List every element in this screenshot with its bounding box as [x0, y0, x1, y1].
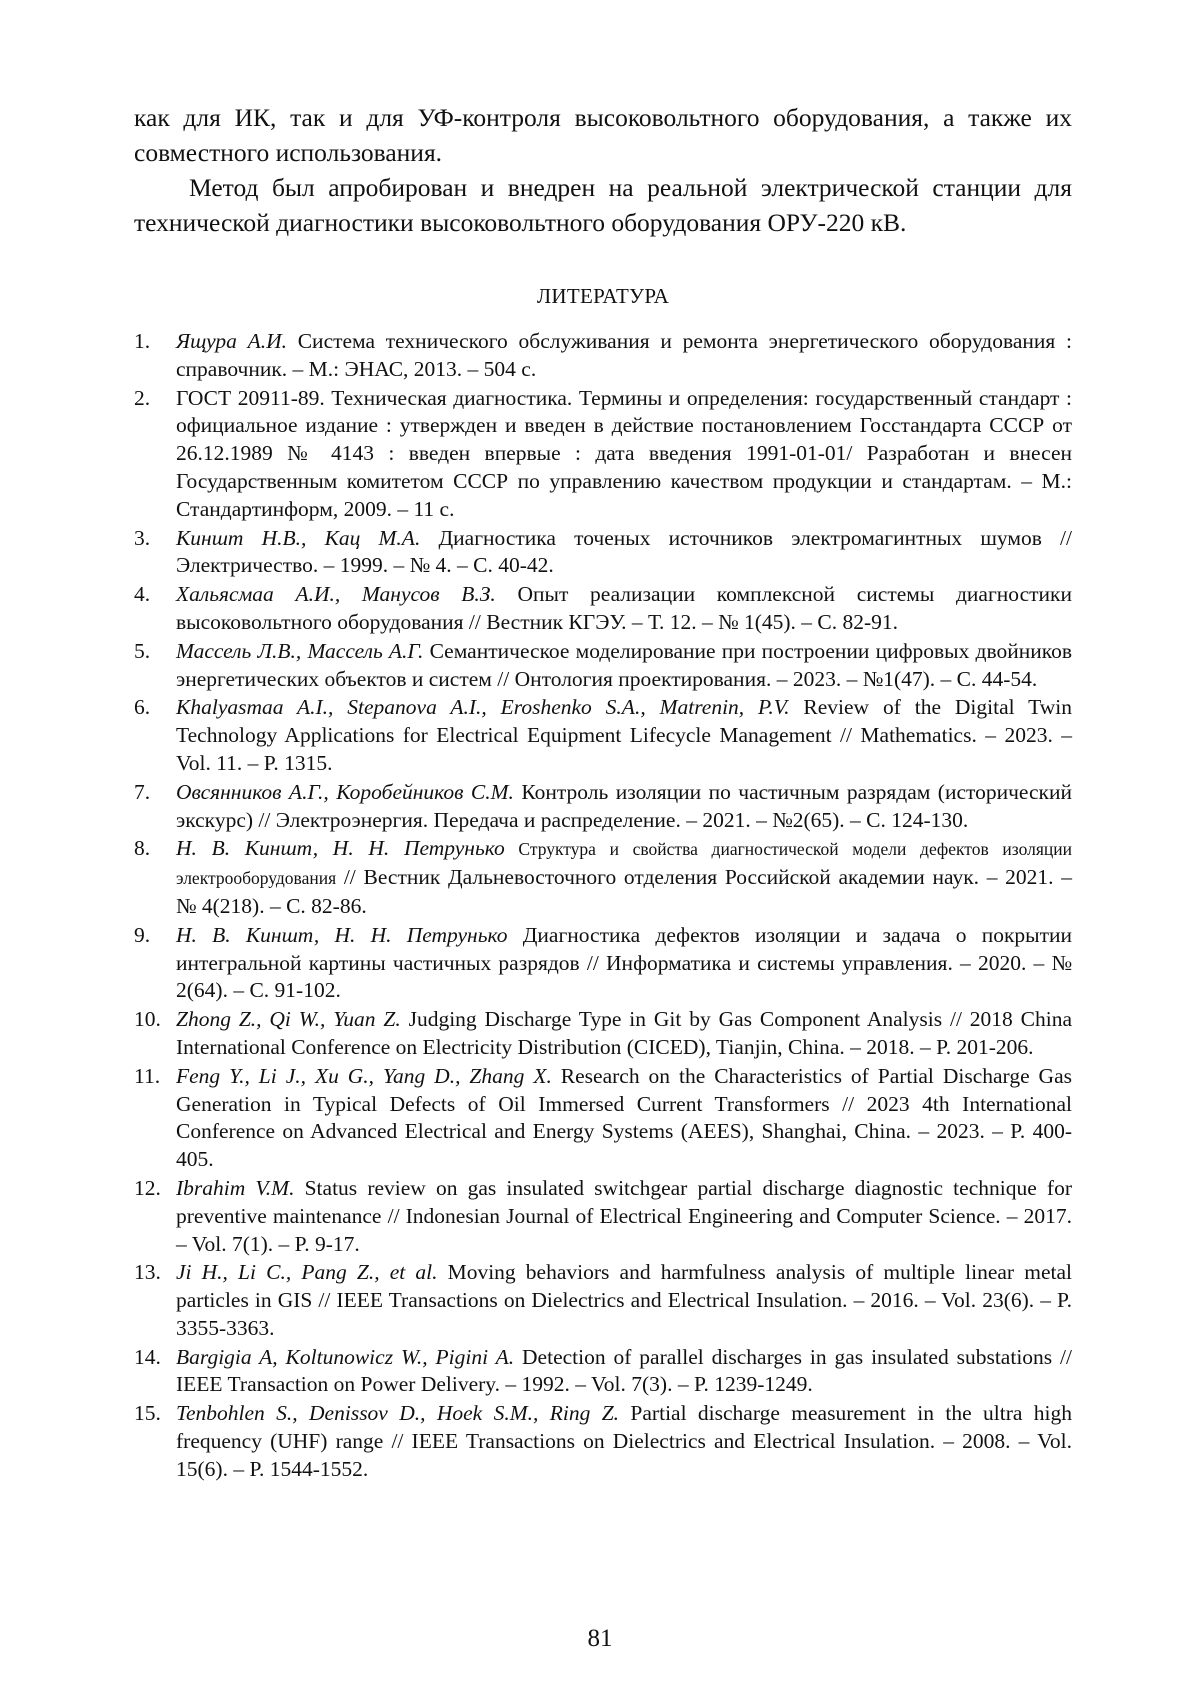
reference-number: 5. — [134, 638, 151, 663]
reference-text: Judging Discharge Type in Git by Gas Component Analysis // 2018 China International Conference on Electricity Distribution (CICED), Tianjin, China. – 2018. – P. 201-206. — [176, 1007, 1072, 1059]
reference-item — [134, 835, 1072, 920]
reference-text: Moving behaviors and harmfulness analysis of multiple linear metal particles in GIS // IEEE Transactions on Dielectrics and Electrical Insulation. – 2016. – Vol. 23(6). – P. 3355-3363. — [176, 1260, 1072, 1340]
reference-authors: Ibrahim V.M. — [176, 1175, 295, 1200]
reference-authors: Массель Л.В., Массель А.Г. — [176, 638, 424, 663]
reference-item — [134, 922, 1072, 1005]
reference-item — [134, 1400, 1072, 1483]
reference-number: 13. — [134, 1260, 161, 1285]
reference-text: Status review on gas insulated switchgear partial discharge diagnostic technique for preventive maintenance // Indonesian Journal of Electrical Engineering and Computer Science. – 2017. – Vol. 7(1). – P. 9-17. — [176, 1175, 1072, 1256]
reference-item — [134, 638, 1072, 694]
reference-item — [134, 525, 1072, 581]
reference-text: ГОСТ 20911-89. Техническая диагностика. Термины и определения: государственный стандарт : официальное издание : утвержден и введен в действие постановлением Госстандарта СССР от 26.12.1989 № 4143 : введен впервые : дата введения 1991-01-01/ Разработан и внесен Государственным комитетом СССР по управлению качеством продукции и стандартам. – М.: Стандартинформ, 2009. – 11 с. — [176, 385, 1072, 521]
reference-number: 1. — [134, 329, 151, 353]
reference-authors: Хальясмаа А.И., Манусов В.З. — [176, 582, 496, 607]
reference-number: 4. — [134, 582, 151, 607]
reference-text: Partial discharge measurement in the ultra high frequency (UHF) range // IEEE Transactions on Dielectrics and Electrical Insulation. – 2008. – Vol. 15(6). – P. 1544-1552. — [176, 1401, 1072, 1481]
reference-authors: Tenbohlen S., Denissov D., Hoek S.M., Ring Z. — [176, 1401, 620, 1426]
body-paragraph-continuation: как для ИК, так и для УФ-контроля высоковольтного оборудования, а также их совместного использования. — [134, 103, 1072, 167]
reference-text: Detection of parallel discharges in gas insulated substations // IEEE Transaction on Power Delivery. – 1992. – Vol. 7(3). – P. 1239-1249. — [176, 1344, 1072, 1397]
page-number: 81 — [587, 1625, 613, 1652]
reference-text: Система технического обслуживания и ремонта энергетического оборудования : справочник. – М.: ЭНАС, 2013. – 504 с. — [176, 329, 1072, 381]
reference-authors: Zhong Z., Qi W., Yuan Z. — [176, 1007, 401, 1032]
reference-text: Research on the Characteristics of Partial Discharge Gas Generation in Typical Defects of Oil Immersed Current Transformers // 2023 4th International Conference on Advanced Electrical and Energy Systems (AEES), Shanghai, China. – 2023. – P. 400-405. — [176, 1063, 1072, 1172]
references-list — [134, 328, 1072, 1484]
reference-number: 2. — [134, 385, 151, 410]
page-content — [134, 100, 1072, 1485]
reference-authors: Khalyasmaa A.I., Stepanova A.I., Eroshenko S.A., Matrenin, P.V. — [176, 695, 790, 720]
reference-item — [134, 385, 1072, 524]
reference-item — [134, 328, 1072, 384]
reference-item — [134, 1344, 1072, 1400]
reference-text: Опыт реализации комплексной системы диагностики высоковольтного оборудования // Вестник КГЭУ. – Т. 12. – № 1(45). – С. 82-91. — [176, 582, 1072, 634]
body-paragraph-method: Метод был апробирован и внедрен на реальной электрической станции для технической диагностики высоковольтного оборудования ОРУ-220 кВ. — [134, 173, 1072, 237]
reference-authors: Feng Y., Li J., Xu G., Yang D., Zhang X. — [176, 1063, 552, 1088]
reference-number: 6. — [134, 695, 151, 720]
reference-title-small: Структура и свойства диагностической модели дефектов изоляции электрооборудования — [176, 839, 1072, 889]
reference-authors: Ящура А.И. — [176, 329, 287, 353]
reference-item — [134, 1063, 1072, 1174]
reference-text: Контроль изоляции по частичным разрядам (исторический экскурс) // Электроэнергия. Передача и распределение. – 2021. – №2(65). – С. 124-130. — [176, 779, 1072, 832]
reference-number: 15. — [134, 1401, 161, 1426]
reference-number: 3. — [134, 525, 151, 550]
reference-number: 12. — [134, 1175, 161, 1200]
reference-item — [134, 1175, 1072, 1258]
reference-item — [134, 1259, 1072, 1342]
reference-number: 7. — [134, 779, 151, 804]
reference-item — [134, 779, 1072, 835]
reference-text: Диагностика дефектов изоляции и задача о покрытии интегральной картины частичных разрядов // Информатика и системы управления. – 2020. – № 2(64). – С. 91-102. — [176, 922, 1072, 1003]
reference-text: Семантическое моделирование при построении цифровых двойников энергетических объектов и систем // Онтология проектирования. – 2023. – №1(47). – С. 44-54. — [176, 638, 1072, 691]
reference-number: 14. — [134, 1344, 161, 1369]
reference-item — [134, 581, 1072, 637]
reference-authors: Н. В. Киншт, Н. Н. Петрунько — [176, 836, 505, 861]
references-heading: ЛИТЕРАТУРА — [536, 284, 670, 308]
reference-authors: Ji H., Li C., Pang Z., et al. — [176, 1260, 438, 1285]
reference-item — [134, 694, 1072, 777]
reference-number: 8. — [134, 836, 151, 861]
reference-text: Review of the Digital Twin Technology Applications for Electrical Equipment Lifecycle Management // Mathematics. – 2023. – Vol. 11. – P. 1315. — [176, 695, 1072, 775]
reference-authors: Овсянников А.Г., Коробейников С.М. — [176, 779, 514, 804]
reference-item — [134, 1006, 1072, 1062]
reference-number: 10. — [134, 1007, 161, 1032]
reference-text: Диагностика точеных источников электромагинтных шумов // Электричество. – 1999. – № 4. – С. 40-42. — [176, 525, 1073, 578]
reference-authors: Киншт Н.В., Кац М.А. — [176, 525, 421, 550]
reference-text: // Вестник Дальневосточного отделения Российской академии наук. – 2021. – № 4(218). – С. 82-86. — [176, 865, 1072, 918]
reference-authors: Н. В. Киншт, Н. Н. Петрунько — [176, 922, 508, 947]
reference-authors: Bargigia A, Koltunowicz W., Pigini A. — [176, 1344, 515, 1369]
reference-number: 9. — [134, 922, 151, 947]
reference-number: 11. — [134, 1063, 161, 1088]
